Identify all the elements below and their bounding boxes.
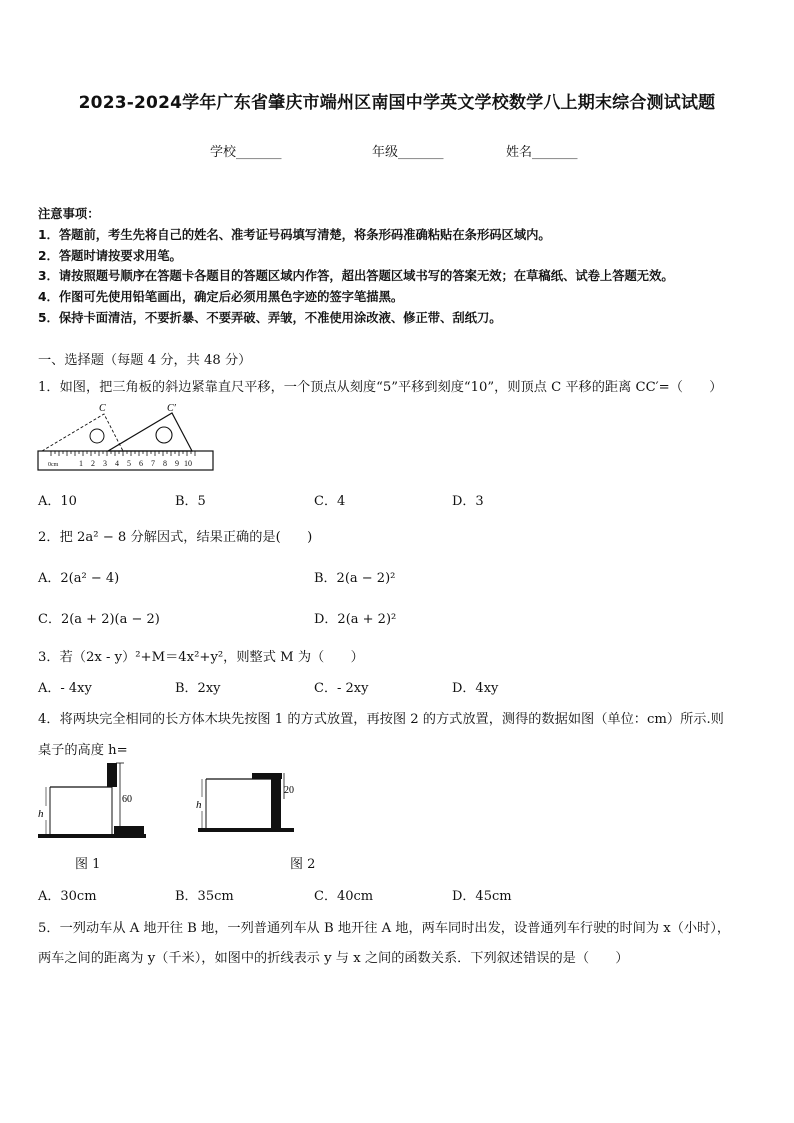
q3-option-c: C．- 2xy — [314, 681, 369, 696]
ruler-tick-10: 10 — [184, 459, 192, 468]
ruler-tick-3: 3 — [103, 459, 107, 468]
block-on-floor — [271, 779, 281, 828]
q5-stem-line1: 5．一列动车从 A 地开往 B 地，一列普通列车从 B 地开往 A 地，两车同时出发，设普通列车行驶的时间为 x（小时）， — [38, 921, 731, 936]
ruler-tick-7: 7 — [151, 459, 155, 468]
ruler-tick-6: 6 — [139, 459, 143, 468]
ruler-tick-8: 8 — [163, 459, 167, 468]
q1-stem: 1．如图，把三角板的斜边紧靠直尺平移，一个顶点从刻度“5”平移到刻度“10”，则顶点 C 平移的距离 CC′=（ ） — [38, 380, 723, 395]
name-field: 姓名_______ — [506, 145, 578, 160]
block-on-floor — [114, 826, 144, 834]
q2-option-a: A．2(a² − 4) — [38, 571, 120, 586]
triangle-original-hole — [90, 429, 104, 443]
q4-option-d: D．45cm — [452, 889, 512, 904]
triangle-moved — [108, 413, 192, 451]
triangle-original — [42, 414, 123, 451]
section-heading: 一、选择题（每题 4 分，共 48 分） — [38, 353, 252, 368]
notice-heading: 注意事项： — [38, 207, 100, 221]
h-label: h — [38, 808, 44, 820]
q1-option-d: D．3 — [452, 494, 484, 509]
school-field: 学校_______ — [210, 145, 282, 160]
q3-option-a: A．- 4xy — [38, 681, 92, 696]
ruler-tick-1: 1 — [79, 459, 83, 468]
h-label: h — [196, 799, 202, 811]
block-on-table — [252, 773, 282, 779]
floor — [38, 834, 146, 838]
grade-field: 年级_______ — [372, 145, 444, 160]
q2-option-b: B．2(a − 2)² — [314, 571, 396, 586]
dimension-60-label: 60 — [122, 794, 132, 805]
q3-option-d: D．4xy — [452, 681, 499, 696]
vertex-c-prime-label: C′ — [167, 403, 176, 414]
vertex-c-label: C — [99, 403, 106, 414]
ruler-tick-5: 5 — [127, 459, 131, 468]
page-title: 2023-2024学年广东省肇庆市端州区南国中学英文学校数学八上期末综合测试试题 — [78, 93, 716, 113]
q4-figure-2 — [190, 766, 300, 842]
q4-figure-2-caption: 图 2 — [290, 857, 316, 872]
ruler-unit-label: 0cm — [48, 462, 59, 468]
q1-option-b: B．5 — [175, 494, 206, 509]
q4-option-c: C．40cm — [314, 889, 374, 904]
ruler-tick-4: 4 — [115, 459, 119, 468]
triangle-moved-hole — [156, 427, 172, 443]
q1-triangle-ruler-figure — [36, 400, 216, 474]
block-on-table — [107, 763, 117, 787]
q2-stem: 2．把 2a² − 8 分解因式，结果正确的是( ) — [38, 530, 313, 545]
q4-stem-line1: 4．将两块完全相同的长方体木块先按图 1 的方式放置，再按图 2 的方式放置，测得的数据如图（单位：cm）所示.则 — [38, 712, 724, 727]
notice-item-5: 5．保持卡面清洁，不要折暴、不要弄破、弄皱，不准使用涂改液、修正带、刮纸刀。 — [38, 311, 502, 325]
q1-option-a: A．10 — [38, 494, 77, 509]
q2-option-c: C．2(a + 2)(a − 2) — [38, 612, 160, 627]
q3-stem: 3．若（2x - y）²+M＝4x²+y²，则整式 M 为（ ） — [38, 650, 364, 665]
q4-option-a: A．30cm — [38, 889, 97, 904]
notice-item-3: 3．请按照题号顺序在答题卡各题目的答题区域内作答，超出答题区域书写的答案无效；在草稿纸、试卷上答题无效。 — [38, 269, 674, 283]
ruler-tick-2: 2 — [91, 459, 95, 468]
q4-stem-line2: 桌子的高度 h= — [38, 743, 128, 758]
q2-option-d: D．2(a + 2)² — [314, 612, 397, 627]
q3-option-b: B．2xy — [175, 681, 221, 696]
dimension-20-label: 20 — [284, 785, 294, 796]
ruler-tick-9: 9 — [175, 459, 179, 468]
floor — [198, 828, 294, 832]
q5-stem-line2: 两车之间的距离为 y（千米），如图中的折线表示 y 与 x 之间的函数关系．下列叙述错误的是（ ） — [38, 951, 629, 966]
notice-item-2: 2．答题时请按要求用笔。 — [38, 249, 182, 263]
q4-figure-1-caption: 图 1 — [75, 857, 101, 872]
notice-item-1: 1．答题前，考生先将自己的姓名、准考证号码填写清楚，将条形码准确粘贴在条形码区域内。 — [38, 228, 551, 242]
q1-option-c: C．4 — [314, 494, 346, 509]
q4-option-b: B．35cm — [175, 889, 234, 904]
q4-figure-1 — [34, 760, 154, 842]
notice-item-4: 4．作图可先使用铅笔画出，确定后必须用黑色字迹的签字笔描黑。 — [38, 290, 404, 304]
